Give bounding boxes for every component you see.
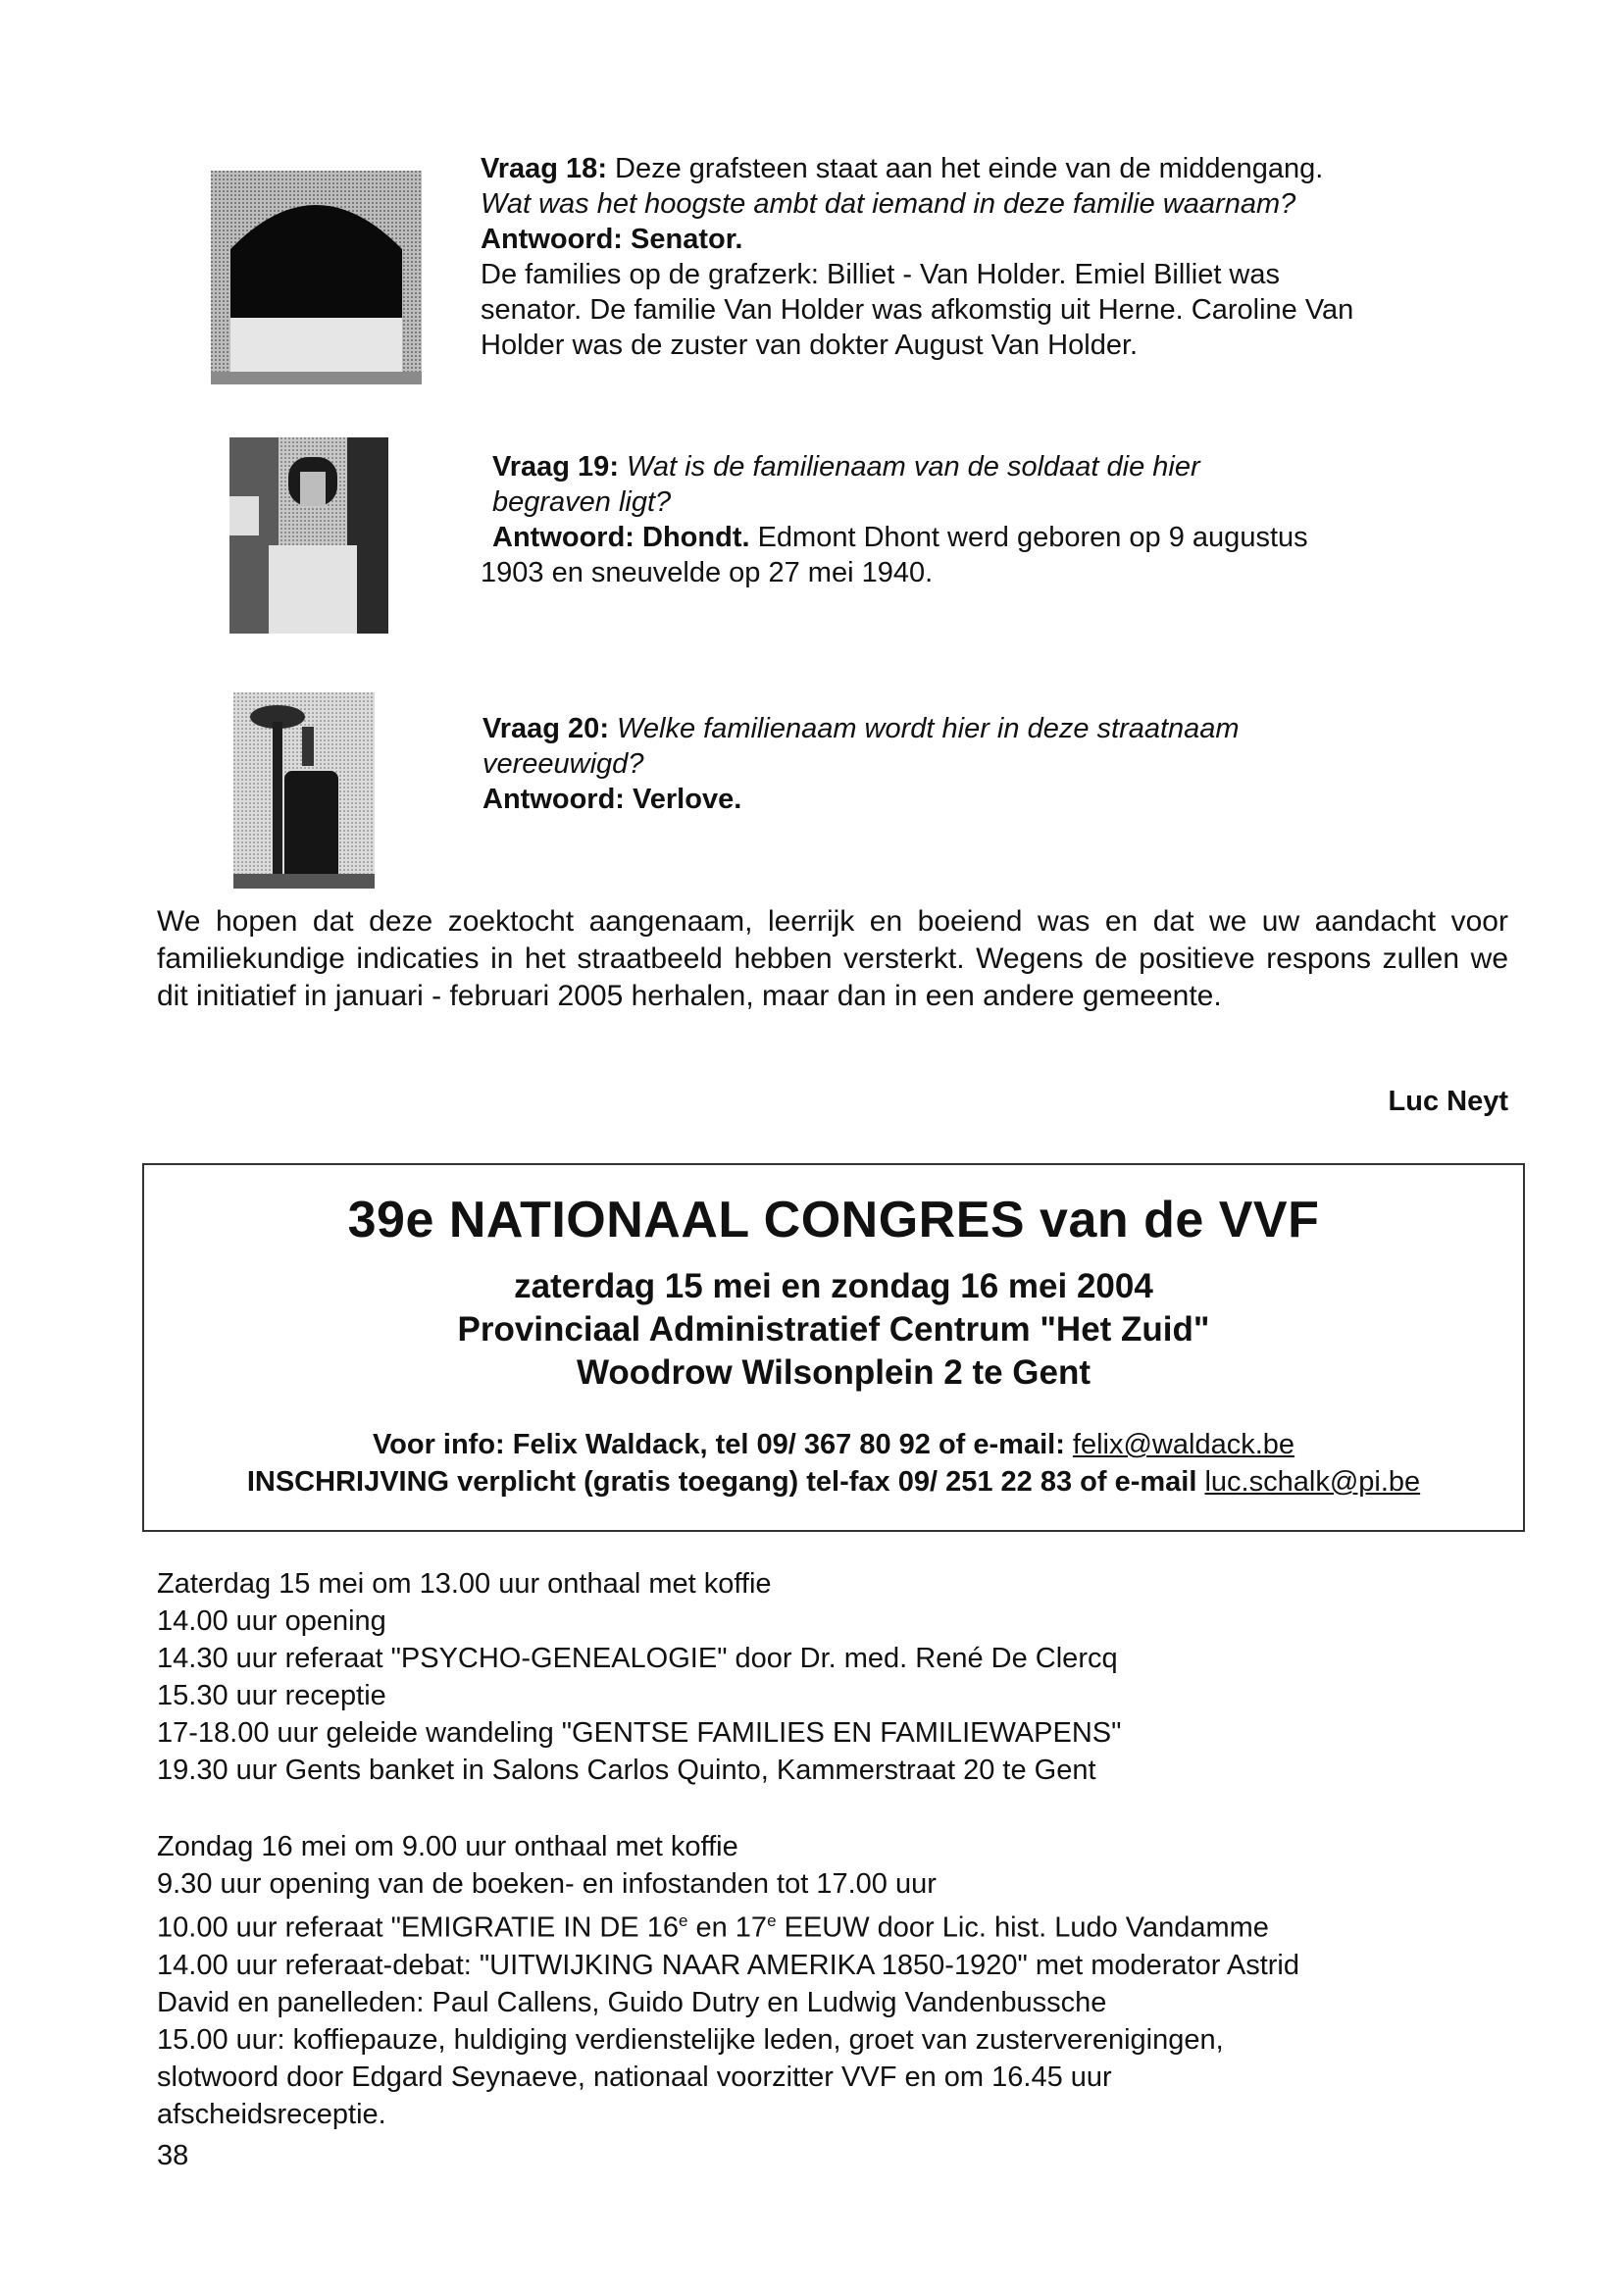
question-19-label: Vraag 19: (492, 451, 619, 483)
programme-line: Zondag 16 mei om 9.00 uur onthaal met koffie (157, 1831, 738, 1862)
question-18-text: Deze grafsteen staat aan het einde van de middengang. (606, 153, 1324, 184)
question-20-answer: Antwoord: Verlove. (482, 784, 742, 815)
question-18-detail: senator. De familie Van Holder was afkomstig uit Herne. Caroline Van (481, 294, 1354, 326)
closing-paragraph: We hopen dat deze zoektocht aangenaam, leerrijk en boeiend was en dat we uw aandacht voor familiekundige indicaties in het straatbeeld hebben versterkt. Wegens de positieve respons zullen we dit initiatief in januari - februari 2005 herhalen, maar dan in een andere gemeente. (157, 905, 1508, 1012)
programme-line: David en panelleden: Paul Callens, Guido Dutry en Ludwig Vandenbussche (157, 1986, 1107, 2018)
programme-line: 14.00 uur opening (157, 1605, 386, 1637)
info-email-link[interactable]: felix@waldack.be (1072, 1429, 1295, 1460)
author-signature: Luc Neyt (1388, 1086, 1508, 1117)
programme-line: 14.30 uur referaat "PSYCHO-GENEALOGIE" door Dr. med. René De Clercq (157, 1643, 1118, 1674)
grave-photo-18 (211, 171, 422, 384)
congress-address: Woodrow Wilsonplein 2 te Gent (576, 1353, 1091, 1392)
street-sign-photo-20 (233, 692, 375, 889)
congress-title: 39e NATIONAAL CONGRES van de VVF (347, 1192, 1320, 1248)
programme-line (157, 1903, 1520, 1947)
question-20-question: Welke familienaam wordt hier in deze straatnaam (617, 713, 1240, 744)
question-18 (481, 151, 1520, 363)
question-18-detail: De families op de grafzerk: Billiet - Van Holder. Emiel Billiet was (481, 259, 1281, 290)
programme-line: 15.30 uur receptie (157, 1680, 386, 1711)
registration-text: INSCHRIJVING verplicht (gratis toegang) tel-fax 09/ 251 22 83 of e-mail (246, 1466, 1205, 1498)
question-20-question-cont: vereeuwigd? (482, 748, 644, 780)
question-19-question-cont: begraven ligt? (492, 486, 672, 518)
saturday-programme (157, 1565, 1520, 1789)
question-18-detail: Holder was de zuster van dokter August Van Holder. (481, 330, 1139, 361)
superscript: e (767, 1911, 777, 1930)
programme-line: 19.30 uur Gents banket in Salons Carlos Quinto, Kammerstraat 20 te Gent (157, 1755, 1096, 1786)
question-19-answer-text: Edmont Dhont werd geboren op 9 augustus (749, 522, 1308, 553)
question-20 (482, 711, 1522, 817)
programme-line: 17-18.00 uur geleide wandeling "GENTSE FAMILIES EN FAMILIEWAPENS" (157, 1717, 1122, 1749)
question-18-question: Wat was het hoogste ambt dat iemand in deze familie waarnam? (481, 188, 1296, 220)
info-text: Voor info: Felix Waldack, tel 09/ 367 80 92 of e-mail: (372, 1429, 1073, 1460)
programme-text: EEUW door Lic. hist. Ludo Vandamme (776, 1911, 1269, 1944)
superscript: e (678, 1911, 688, 1930)
congress-dates: zaterdag 15 mei en zondag 16 mei 2004 (514, 1267, 1153, 1305)
question-18-label: Vraag 18: (481, 153, 607, 184)
congress-registration-line (144, 1463, 1523, 1501)
question-19 (481, 449, 1520, 590)
grave-photo-19 (229, 437, 388, 634)
programme-line: slotwoord door Edgard Seynaeve, nationaal voorzitter VVF en om 16.45 uur (157, 2061, 1112, 2093)
programme-text: 10.00 uur referaat "EMIGRATIE IN DE 16 (157, 1911, 679, 1944)
question-19-answer: Antwoord: Dhondt. (492, 522, 750, 553)
programme-line: 15.00 uur: koffiepauze, huldiging verdienstelijke leden, groet van zusterverenigingen, (157, 2023, 1224, 2056)
programme-line: 9.30 uur opening van de boeken- en infostanden tot 17.00 uur (157, 1868, 937, 1900)
programme-text: en 17 (687, 1911, 768, 1944)
sunday-programme (157, 1828, 1520, 2133)
programme-line: 14.00 uur referaat-debat: "UITWIJKING NAAR AMERIKA 1850-1920" met moderator Astrid (157, 1949, 1299, 1981)
programme-line: Zaterdag 15 mei om 13.00 uur onthaal met koffie (157, 1568, 772, 1600)
question-19-answer-cont: 1903 en sneuvelde op 27 mei 1940. (481, 557, 934, 588)
congress-venue: Provinciaal Administratief Centrum "Het Zuid" (457, 1310, 1210, 1349)
programme-line: afscheidsreceptie. (157, 2098, 386, 2130)
question-18-answer: Antwoord: Senator. (481, 224, 743, 255)
page-number: 38 (157, 2140, 189, 2171)
question-20-label: Vraag 20: (482, 713, 609, 744)
registration-email-link[interactable]: luc.schalk@pi.be (1204, 1466, 1421, 1498)
congress-info-line (144, 1426, 1523, 1463)
congress-announcement-box (142, 1163, 1525, 1532)
question-19-question: Wat is de familienaam van de soldaat die hier (627, 451, 1200, 483)
